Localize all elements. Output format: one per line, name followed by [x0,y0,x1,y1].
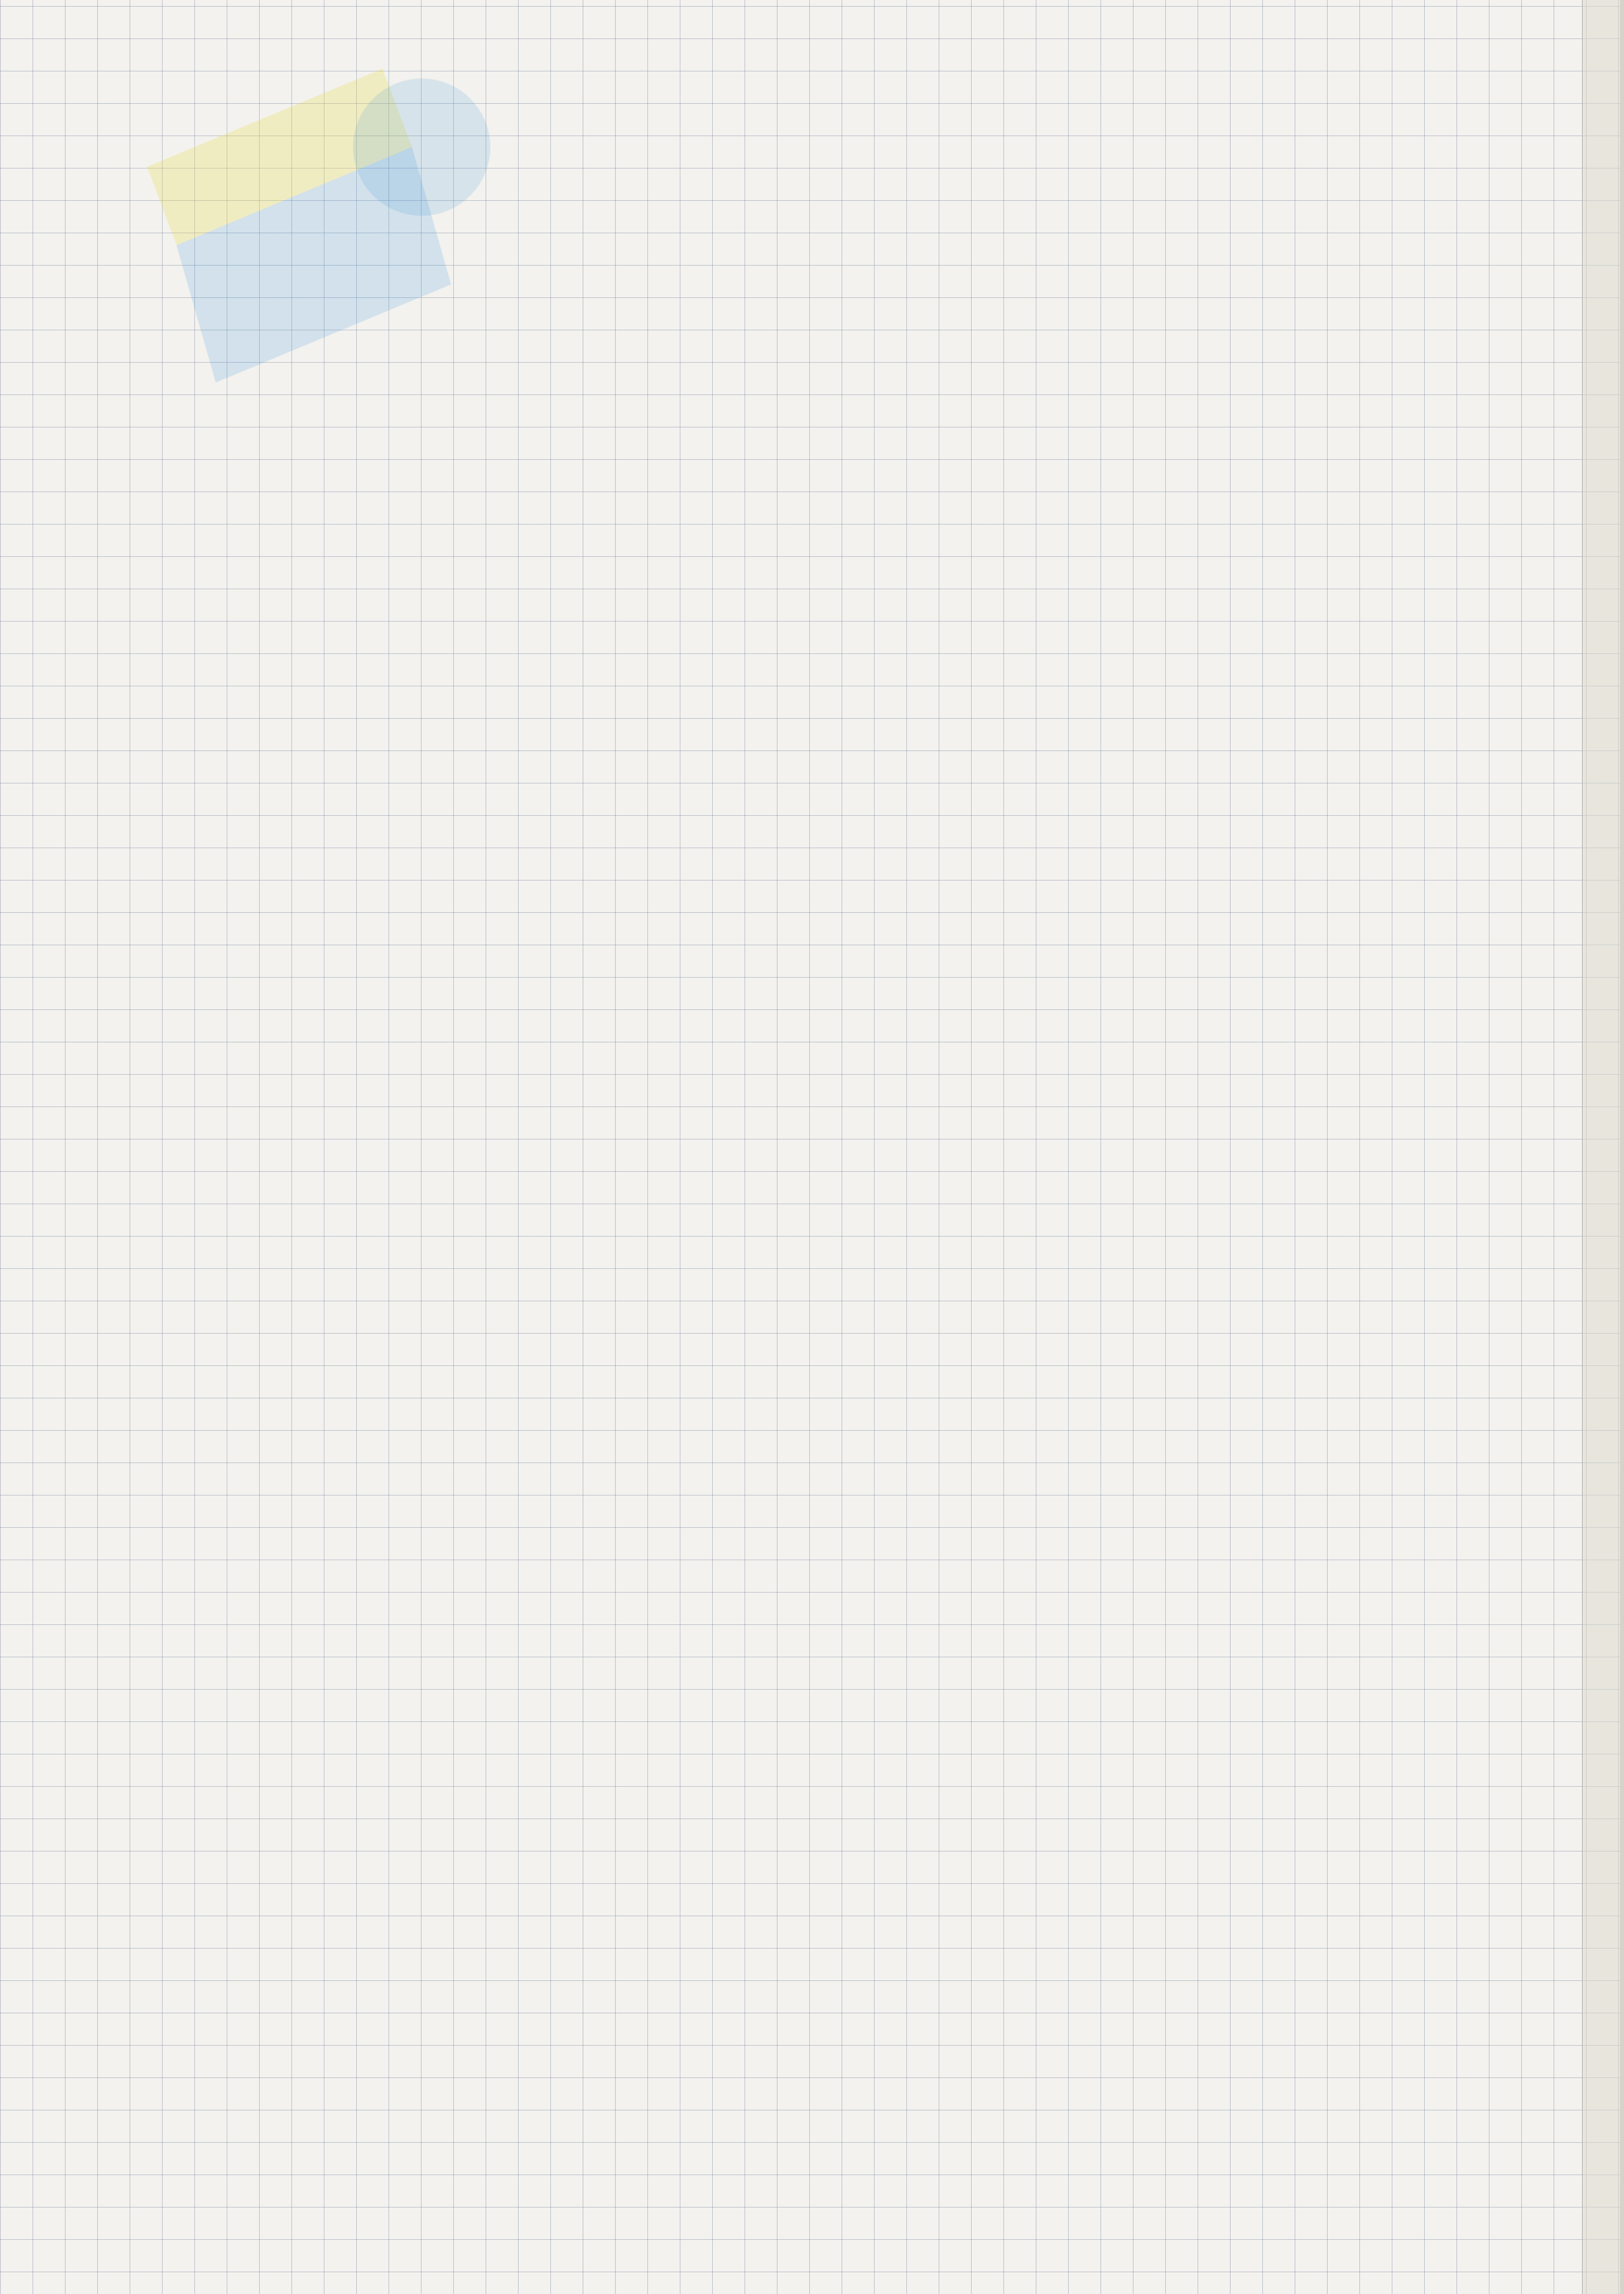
adjacent-page-margin [1582,0,1620,2294]
page-edge [1620,0,1624,2294]
watermark-icon [88,29,598,539]
watermark-logo [88,29,598,539]
